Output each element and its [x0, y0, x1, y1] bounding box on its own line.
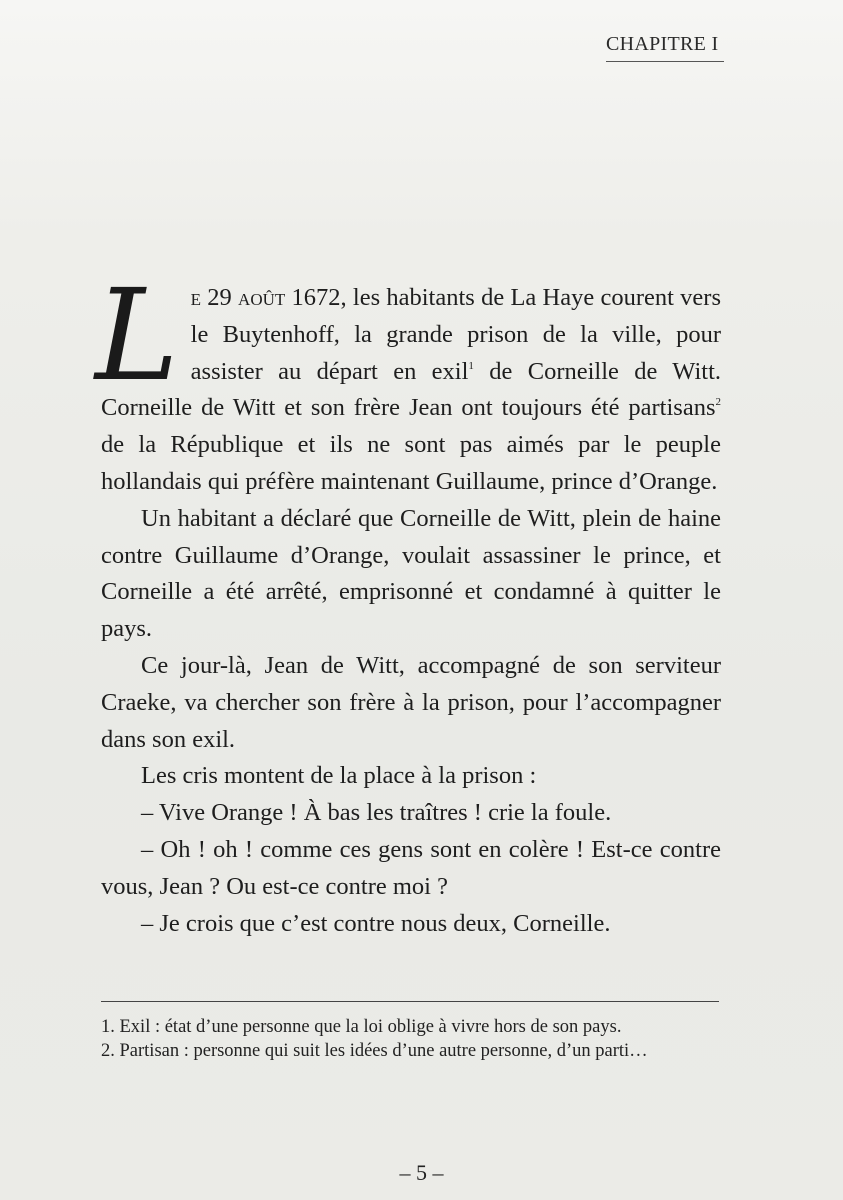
- show-through-text: [100, 60, 740, 260]
- footnote-1: 1. Exil : état d’une personne que la loi oblige à vivre hors de son pays.: [101, 1017, 622, 1037]
- paragraph-4: Les cris montent de la place à la prison :: [141, 762, 537, 790]
- paragraph-3: Ce jour-là, Jean de Witt, accompagné de son serviteur Craeke, va chercher son frère à la prison, pour l’accompagner dans son exil.: [101, 651, 721, 753]
- page-number: – 5 –: [399, 1160, 444, 1185]
- footnote-2: 2. Partisan : personne qui suit les idées d’une autre personne, d’un parti…: [101, 1041, 648, 1061]
- small-caps-opening: e 29 août: [190, 284, 286, 311]
- paragraph-2: Un habitant a déclaré que Corneille de Witt, plein de haine contre Guillaume d’Orange, voulait assassiner le prince, et Corneille a été arrêté, emprisonné et condamné à quitter le pays.: [101, 504, 721, 643]
- dialogue-line-2: – Oh ! oh ! comme ces gens sont en colère ! Est-ce contre vous, Jean ? Ou est-ce contre moi ?: [101, 835, 721, 900]
- footnote-separator: [101, 1001, 719, 1002]
- chapter-body: [95, 262, 722, 942]
- footnote-ref-2: 2: [715, 396, 721, 409]
- footnotes: [101, 1015, 721, 1063]
- dialogue-line-3: – Je crois que c’est contre nous deux, Corneille.: [141, 909, 611, 937]
- running-head: CHAPITRE I: [606, 33, 724, 62]
- footnote-ref-1: 1: [468, 359, 474, 372]
- dialogue-line-1: – Vive Orange ! À bas les traîtres ! crie la foule.: [141, 799, 612, 827]
- paragraph-1: Le 29 août 1672, les habitants de La Haye courent vers le Buytenhoff, la grande prison de la ville, pour assister au départ en exil$^1$ de Corneille de Witt. Corneille de Witt et son frère Jean ont toujours été partisans$^2$ de la République et ils ne sont pas aimés par le peuple hollandais qui préfère maintenant Guillaume, prince d’Orange.: [95, 262, 722, 495]
- drop-cap: L: [95, 262, 179, 409]
